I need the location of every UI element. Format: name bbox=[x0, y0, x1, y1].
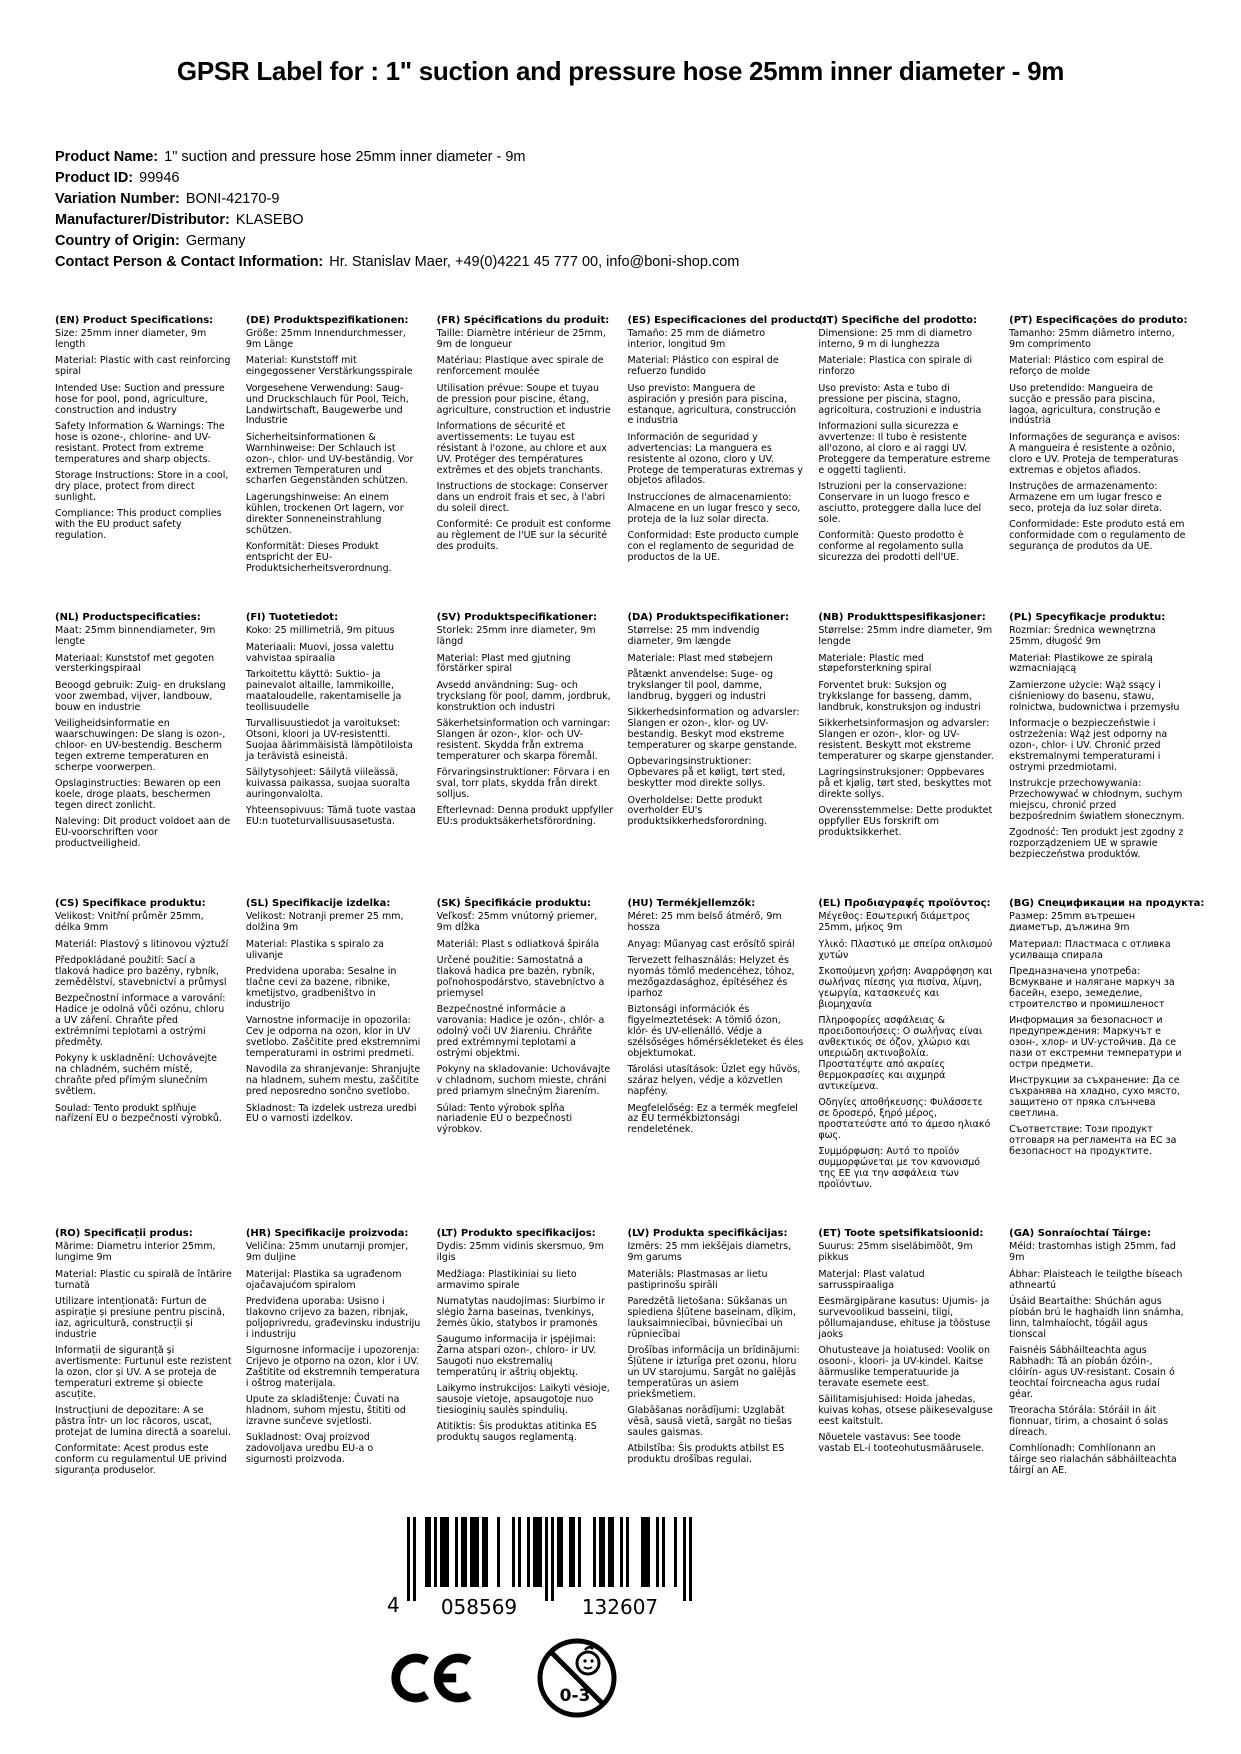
spec-block-fi bbox=[246, 612, 423, 866]
manufacturer-label: Manufacturer/Distributor: bbox=[55, 212, 230, 229]
age-warning-0-3-icon bbox=[535, 1633, 619, 1723]
spec-paragraph: Påtænkt anvendelse: Suge- og trykslanger til pool, damme, landbrug, byggeri og industri bbox=[627, 668, 774, 702]
manufacturer-value: KLASEBO bbox=[235, 212, 304, 229]
spec-paragraph: Opbevaringsinstruktioner: Opbevares på et køligt, tørt sted, beskytter mod direkte sollys. bbox=[627, 756, 786, 790]
spec-paragraph: Tárolási utasítások: Üzlet egy hűvös, száraz helyen, védje a közvetlen napfény. bbox=[627, 1064, 801, 1098]
spec-paragraph: Informações de segurança e avisos: A mangueira é resistente a ozônio, cloro e UV. Proteja de temperaturas extremas e objetos afiados. bbox=[1009, 431, 1181, 476]
spec-paragraph: Uso previsto: Manguera de aspiración y presión para piscina, estanque, agricultura, construcción e industria bbox=[627, 382, 797, 427]
spec-block-heading: (CS) Specifikace produktu: bbox=[55, 898, 206, 910]
spec-paragraph: Instrukcje przechowywania: Przechowywać w chłodnym, suchym miejscu, chronić przed bezpośrednim światłem słonecznym. bbox=[1009, 778, 1185, 822]
barcode-group1: 058569 bbox=[440, 1594, 517, 1617]
variation-number-row bbox=[55, 189, 1186, 210]
spec-paragraph: Medžiaga: Plastikiniai su lieto armavimo spirale bbox=[436, 1268, 577, 1291]
barcode-block bbox=[387, 1517, 787, 1617]
spec-block-ro bbox=[55, 1228, 232, 1482]
spec-block-nl bbox=[55, 612, 232, 866]
spec-paragraph: Dimensione: 25 mm di diametro interno, 9 m di lunghezza bbox=[818, 328, 973, 350]
spec-block-bg bbox=[1009, 898, 1205, 1196]
spec-paragraph: Atbilstība: Šis produkts atbilst ES produktu drošības regulai. bbox=[627, 1443, 785, 1466]
spec-paragraph: Forventet bruk: Suksjon og trykkslange for basseng, damm, landbruk, konstruksjon og industri bbox=[818, 679, 981, 713]
barcode-group2: 132607 bbox=[581, 1594, 658, 1617]
spec-paragraph: Overholdelse: Dette produkt overholder EU's produktsikkerhedsforordning. bbox=[627, 794, 768, 828]
spec-block-heading: (RO) Specificații produs: bbox=[55, 1228, 193, 1240]
spec-paragraph: Veľkosť: 25mm vnútorný priemer, 9m dĺžka bbox=[436, 911, 598, 934]
spec-block-fr bbox=[437, 315, 614, 580]
spec-paragraph: Storlek: 25mm inre diameter, 9m längd bbox=[436, 625, 596, 648]
spec-paragraph: Predvidena uporaba: Sesalne in tlačne cevi za bazene, ribnike, kmetijstvo, gradbeništvo in industrijo bbox=[245, 966, 397, 1010]
spec-paragraph: Tarkoitettu käyttö: Suktio- ja painevalot altaille, lammikoille, maataloudelle, rakentamiselle ja teollisuudelle bbox=[245, 668, 402, 713]
spec-paragraph: Tamanho: 25mm diâmetro interno, 9m comprimento bbox=[1009, 328, 1175, 350]
spec-paragraph: Size: 25mm inner diameter, 9m length bbox=[55, 328, 207, 350]
spec-block-heading: (NB) Produkttspesifikasjoner: bbox=[818, 612, 986, 624]
spec-paragraph: Turvallisuustiedot ja varoitukset: Otsoni, kloori ja UV-resistentti. Suojaa äärimmäisistä lämpötiloista ja terävistä esineistä. bbox=[245, 718, 413, 762]
spec-paragraph: Инструкции за съхранение: Да се съхранява на хладно, сухо място, защитено от пряка слънчева светлина. bbox=[1009, 1075, 1180, 1119]
spec-paragraph: Paredzētā lietošana: Sūkšanas un spiediena šļūtene baseinam, dīķim, lauksaimniecībai, būvniecībai un rūpniecībai bbox=[627, 1295, 796, 1340]
spec-paragraph: Størrelse: 25mm indre diameter, 9m lengde bbox=[818, 625, 993, 648]
spec-paragraph: Compliance: This product complies with the EU product safety regulation. bbox=[55, 508, 222, 542]
spec-paragraph: Súlad: Tento výrobok spĺňa nariadenie EÚ o bezpečnosti výrobkov. bbox=[436, 1102, 573, 1136]
contact-label: Contact Person & Contact Information: bbox=[55, 254, 324, 271]
spec-block-pt bbox=[1009, 315, 1186, 580]
spec-block-body bbox=[1009, 329, 1186, 553]
spec-block-heading: (SL) Specifikacije izdelka: bbox=[245, 898, 391, 910]
spec-paragraph: Materjal: Plast valatud sarrusspiraaliga bbox=[818, 1268, 925, 1291]
spec-block-it bbox=[818, 315, 995, 580]
spec-paragraph: Информация за безопасност и предупреждения: Маркучът е озон-, хлор- и UV-устойчив. Да се пази от екстремни температури и остри предмети. bbox=[1009, 1015, 1182, 1070]
product-name-value: 1" suction and pressure hose 25mm inner diameter - 9m bbox=[164, 149, 526, 166]
age-warning-text: 0-3 bbox=[559, 1685, 591, 1706]
spec-block-lv bbox=[627, 1228, 804, 1482]
label-footer bbox=[387, 1517, 787, 1723]
barcode-bars bbox=[407, 1517, 692, 1601]
spec-block-heading: (DA) Produktspecifikationer: bbox=[627, 612, 789, 624]
variation-number-value: BONI-42170-9 bbox=[185, 191, 280, 208]
spec-paragraph: Materiál: Plast s odliatková špirála bbox=[436, 938, 600, 950]
spec-paragraph: Saugumo informacija ir įspėjimai: Žarna atspari ozon-, chloro- ir UV. Saugoti nuo ekstremalių temperatūrų ir aštrių objektų. bbox=[436, 1334, 597, 1378]
spec-paragraph: Laikymo instrukcijos: Laikyti vėsioje, sausoje vietoje, apsaugotoje nuo tiesioginių saulės spindulių. bbox=[436, 1383, 610, 1417]
spec-paragraph: Material: Plastic with cast reinforcing spiral bbox=[55, 355, 231, 378]
spec-paragraph: Material: Plástico con espiral de refuerzo fundido bbox=[627, 355, 779, 378]
spec-block-heading: (FR) Spécifications du produit: bbox=[436, 315, 610, 327]
spec-paragraph: Atitiktis: Šis produktas atitinka ES produktų saugos reglamentą. bbox=[436, 1421, 597, 1444]
spec-paragraph: Materiaali: Muovi, jossa valettu vahvistaa spiraalia bbox=[245, 641, 395, 664]
spec-paragraph: Zamierzone użycie: Wąż ssący i ciśnieniowy do basenu, stawu, rolnictwa, budownictwa i przemysłu bbox=[1009, 679, 1180, 713]
spec-paragraph: Μέγεθος: Εσωτερική διάμετρος 25mm, μήκος 9m bbox=[818, 911, 971, 934]
spec-paragraph: Yhteensopivuus: Tämä tuote vastaa EU:n tuoteturvallisuusasetusta. bbox=[245, 805, 416, 828]
variation-number-label: Variation Number: bbox=[55, 191, 180, 208]
spec-paragraph: Overensstemmelse: Dette produktet oppfyller EUs forskrift om produktsikkerhet. bbox=[818, 805, 993, 839]
spec-block-heading: (DE) Produktspezifikationen: bbox=[245, 315, 409, 327]
spec-paragraph: Größe: 25mm Innendurchmesser, 9m Länge bbox=[245, 328, 406, 350]
spec-paragraph: Material: Plast med gjutning förstärker spiral bbox=[436, 652, 571, 675]
spec-paragraph: Uso previsto: Asta e tubo di pressione per piscina, stagno, agricoltura, costruzioni e industria bbox=[818, 382, 982, 416]
spec-paragraph: Materijal: Plastika sa ugrađenom ojačavajućom spiralom bbox=[245, 1268, 402, 1291]
country-of-origin-row bbox=[55, 231, 1186, 252]
spec-block-heading: (IT) Specifiche del prodotto: bbox=[818, 315, 977, 327]
spec-paragraph: Předpokládané použití: Sací a tlaková hadice pro bazény, rybník, zemědělství, stavebnictví a průmysl bbox=[55, 955, 227, 988]
spec-paragraph: Conformità: Questo prodotto è conforme al regolamento sulla sicurezza dei prodotti dell'UE. bbox=[818, 530, 964, 563]
spec-paragraph: Ohutusteave ja hoiatused: Voolik on osooni-, kloori- ja UV-kindel. Kaitse äärmuslike temperatuuride ja teravate esemete eest. bbox=[818, 1345, 991, 1389]
spec-paragraph: Materiał: Plastikowe ze spiralą wzmacniającą bbox=[1009, 652, 1153, 675]
spec-block-heading: (ET) Toote spetsifikatsioonid: bbox=[818, 1228, 984, 1240]
spec-paragraph: Varnostne informacije in opozorila: Cev je odporna na ozon, klor in UV svetlobo. Zaščitite pred ekstremnimi temperaturami in ostrimi predmeti. bbox=[245, 1015, 421, 1059]
spec-block-body bbox=[246, 1242, 423, 1466]
spec-block-body bbox=[55, 1242, 232, 1477]
spec-block-pl bbox=[1009, 612, 1186, 866]
spec-block-body bbox=[818, 329, 995, 564]
spec-block-lt bbox=[437, 1228, 614, 1482]
spec-paragraph: Informacje o bezpieczeństwie i ostrzeżenia: Wąż jest odporny na ozon-, chlor- i UV. Chronić przed ekstremalnymi temperaturami i ostrymi przedmiotami. bbox=[1009, 718, 1168, 773]
spec-paragraph: Bezpečnostné informácie a varovania: Hadice je ozón-, chlór- a odolný voči UV žiareniu. Chráňte pred extrémnymi teplotami a ostrými objektmi. bbox=[436, 1004, 605, 1059]
spec-paragraph: Conformidad: Este producto cumple con el reglamento de seguridad de productos de la UE. bbox=[627, 530, 799, 563]
product-id-row bbox=[55, 168, 1186, 189]
spec-paragraph: Ábhar: Plaisteach le teilgthe bíseach athneartú bbox=[1009, 1268, 1183, 1291]
spec-paragraph: Storage Instructions: Store in a cool, dry place, protect from direct sunlight. bbox=[55, 470, 229, 503]
spec-paragraph: Informazioni sulla sicurezza e avvertenze: Il tubo è resistente all'ozono, al cloro e ai raggi UV. Proteggere da temperature estreme e oggetti taglienti. bbox=[818, 420, 991, 476]
spec-paragraph: Vorgesehene Verwendung: Saug- und Druckschlauch für Pool, Teich, Landwirtschaft, Baugewerbe und Industrie bbox=[245, 382, 409, 427]
spec-paragraph: Οδηγίες αποθήκευσης: Φυλάσσετε σε δροσερό, ξηρό μέρος, προστατεύστε από το άμεσο ηλιακό φως. bbox=[818, 1097, 991, 1141]
spec-paragraph: Veiligheidsinformatie en waarschuwingen: De slang is ozon-, chloor- en UV-bestendig. Bescherm tegen extreme temperaturen en scherpe voorwerpen. bbox=[55, 718, 226, 773]
spec-paragraph: Sikkerhetsinformasjon og advarsler: Slangen er ozon-, klor- og UV-resistent. Beskytt mot ekstreme temperaturer og skarpe gjenstander. bbox=[818, 718, 994, 762]
spec-paragraph: Nõuetele vastavus: See toode vastab EL-i tooteohutusmäärusele. bbox=[818, 1432, 985, 1455]
country-of-origin-label: Country of Origin: bbox=[55, 233, 180, 250]
spec-paragraph: Méid: trastomhas istigh 25mm, fad 9m bbox=[1009, 1241, 1176, 1264]
spec-paragraph: Izmērs: 25 mm iekšējais diametrs, 9m garums bbox=[627, 1241, 792, 1264]
spec-paragraph: Instrucțiuni de depozitare: A se păstra într- un loc răcoros, uscat, protejat de lumina directă a soarelui. bbox=[55, 1405, 231, 1438]
spec-paragraph: Съответствие: Този продукт отговаря на регламента на ЕС за безопасност на продуктите. bbox=[1009, 1124, 1177, 1158]
spec-block-es bbox=[627, 315, 826, 580]
spec-paragraph: Størrelse: 25 mm indvendig diameter, 9m længde bbox=[627, 625, 760, 648]
spec-paragraph: Material: Plastika s spiralo za ulivanje bbox=[245, 938, 384, 961]
spec-paragraph: Suurus: 25mm siseläbimõõt, 9m pikkus bbox=[818, 1241, 973, 1264]
spec-block-da bbox=[627, 612, 804, 866]
spec-paragraph: Lagerungshinweise: An einem kühlen, trockenen Ort lagern, vor direkter Sonneneinstrahlung schützen. bbox=[245, 491, 404, 536]
spec-paragraph: Tervezett felhasználás: Helyzet és nyomás tömlő medencéhez, tóhoz, mezőgazdasághoz, építéséhez és iparhoz bbox=[627, 955, 795, 999]
spec-paragraph: Velikost: Vnitřní průměr 25mm, délka 9mm bbox=[55, 911, 204, 934]
spec-block-hu bbox=[627, 898, 804, 1196]
spec-paragraph: Πληροφορίες ασφάλειας & προειδοποιήσεις: Ο σωλήνας είναι ανθεκτικός σε όζον, χλώριο και υπεριώδη ακτινοβολία. Προστατέψτε από ακραίες θερμοκρασίες και αιχμηρά αντικείμενα. bbox=[818, 1015, 983, 1092]
spec-block-body bbox=[627, 329, 804, 564]
spec-paragraph: Materiaal: Kunststof met gegoten versterkingspiraal bbox=[55, 652, 215, 675]
spec-paragraph: Información de seguridad y advertencias: La manguera es resistente al ozono, cloro y UV. Protege de temperaturas extremas y objetos afilados. bbox=[627, 431, 804, 487]
spec-paragraph: Materiale: Plast med støbejern bbox=[627, 652, 773, 664]
spec-paragraph: Materiale: Plastic med støpeforsterkning spiral bbox=[818, 652, 932, 675]
spec-block-body bbox=[818, 912, 995, 1190]
spec-paragraph: Naleving: Dit product voldoet aan de EU-voorschriften voor productveiligheid. bbox=[55, 816, 231, 850]
product-name-label: Product Name: bbox=[55, 149, 159, 166]
spec-block-ga bbox=[1009, 1228, 1186, 1482]
spec-paragraph: Safety Information & Warnings: The hose is ozone-, chlorine- and UV-resistant. Protect from extreme temperatures and sharp objects. bbox=[55, 420, 225, 465]
spec-paragraph: Размер: 25mm вътрешен диаметър, дължина 9m bbox=[1009, 911, 1136, 934]
spec-block-body bbox=[1009, 1242, 1186, 1477]
spec-block-heading: (NL) Productspecificaties: bbox=[55, 612, 201, 624]
spec-grid bbox=[55, 315, 1205, 1482]
spec-block-et bbox=[818, 1228, 995, 1482]
spec-paragraph: Faisnéis Sábháilteachta agus Rabhadh: Tá an píobán ózóin-, clóirín- agus UV-resistant. Cosain ó teochtaí foircneacha agus rudaí géar. bbox=[1009, 1345, 1175, 1400]
spec-paragraph: Säilytysohjeet: Säilytä viileässä, kuivassa paikassa, suojaa suoralta auringonvalolta. bbox=[245, 767, 411, 800]
ean13-barcode-icon bbox=[407, 1517, 692, 1617]
spec-block-body bbox=[246, 626, 423, 828]
spec-paragraph: Sicherheitsinformationen & Warnhinweise: Der Schlauch ist ozon-, chlor- und UV-beständig. Vor extremen Temperaturen und scharfen Gegenständen schützen. bbox=[245, 431, 414, 487]
spec-paragraph: Eesmärgipärane kasutus: Ujumis- ja survevoolikud basseini, tiigi, põllumajanduse, ehituse ja tööstuse jaoks bbox=[818, 1295, 991, 1340]
spec-paragraph: Tamaño: 25 mm de diámetro interior, longitud 9m bbox=[627, 328, 766, 350]
spec-paragraph: Numatytas naudojimas: Siurbimo ir slėgio žarna baseinas, tvenkinys, žemės ūkio, statybos ir pramonės bbox=[436, 1295, 605, 1329]
spec-paragraph: Instructions de stockage: Conserver dans un endroit frais et sec, à l'abri du soleil direct. bbox=[436, 480, 608, 514]
page-title: GPSR Label for : 1" suction and pressure hose 25mm inner diameter - 9m bbox=[176, 56, 1065, 86]
spec-paragraph: Dydis: 25mm vidinis skersmuo, 9m ilgis bbox=[436, 1241, 604, 1264]
product-id-value: 99946 bbox=[139, 170, 180, 187]
spec-paragraph: Instrucciones de almacenamiento: Almacene en un lugar fresco y seco, proteja de la luz solar directa. bbox=[627, 491, 801, 525]
spec-paragraph: Sikkerhedsinformation og advarsler: Slangen er ozon-, klor- og UV-bestandig. Beskyt mod ekstreme temperaturer og skarpe genstande. bbox=[627, 707, 800, 751]
spec-block-body bbox=[437, 912, 614, 1136]
spec-paragraph: Utilisation prévue: Soupe et tuyau de pression pour piscine, étang, agriculture, construction et industrie bbox=[436, 382, 611, 416]
spec-block-heading: (LV) Produkta specifikācijas: bbox=[627, 1228, 788, 1240]
spec-paragraph: Taille: Diamètre intérieur de 25mm, 9m de longueur bbox=[436, 328, 606, 350]
spec-block-body bbox=[627, 626, 804, 828]
spec-paragraph: Säkerhetsinformation och varningar: Slangen är ozon-, klor- och UV-resistent. Skydda från extrema temperaturer och skarpa föremål. bbox=[436, 718, 611, 762]
spec-block-body bbox=[627, 1242, 804, 1466]
spec-paragraph: Conformitate: Acest produs este conform cu regulamentul UE privind siguranța produselor. bbox=[55, 1443, 227, 1477]
spec-paragraph: Sigurnosne informacije i upozorenja: Crijevo je otporno na ozon, klor i UV. Zaštitite od ekstremnih temperatura i oštrog materijala. bbox=[245, 1345, 420, 1389]
manufacturer-row bbox=[55, 210, 1186, 231]
spec-block-heading: (ES) Especificaciones del producto: bbox=[627, 315, 826, 327]
spec-block-heading: (LT) Produkto specifikacijos: bbox=[436, 1228, 596, 1240]
spec-paragraph: Lagringsinstruksjoner: Oppbevares på et kjølig, tørt sted, beskyttes mot direkte sollys. bbox=[818, 767, 992, 800]
spec-paragraph: Anyag: Műanyag cast erősítő spirál bbox=[627, 938, 795, 950]
spec-block-body bbox=[437, 329, 614, 553]
spec-paragraph: Navodila za shranjevanje: Shranjujte na hladnem, suhem mestu, zaščitite pred neposredno sončno svetlobo. bbox=[245, 1064, 421, 1098]
spec-block-nb bbox=[818, 612, 995, 866]
spec-block-body bbox=[55, 329, 232, 542]
spec-block-body bbox=[246, 329, 423, 575]
spec-paragraph: Matériau: Plastique avec spirale de renforcement moulée bbox=[436, 355, 604, 378]
spec-paragraph: Veličina: 25mm unutarnji promjer, 9m duljine bbox=[245, 1241, 409, 1264]
spec-paragraph: Material: Plástico com espiral de reforço de molde bbox=[1009, 355, 1164, 378]
spec-block-sl bbox=[246, 898, 423, 1196]
spec-paragraph: Informations de sécurité et avertissements: Le tuyau est résistant à l'ozone, au chlore et aux UV. Protéger des températures extrêmes et des objets tranchants. bbox=[436, 420, 607, 476]
spec-block-heading: (PL) Specyfikacje produktu: bbox=[1009, 612, 1166, 624]
spec-block-heading: (SK) Špecifikácie produktu: bbox=[436, 898, 591, 910]
spec-block-sk bbox=[437, 898, 614, 1196]
spec-block-en bbox=[55, 315, 232, 580]
spec-block-heading: (EN) Product Specifications: bbox=[55, 315, 214, 327]
spec-paragraph: Materiale: Plastica con spirale di rinforzo bbox=[818, 355, 973, 378]
spec-paragraph: Velikost: Notranji premer 25 mm, dolžina 9m bbox=[245, 911, 404, 934]
spec-paragraph: Efterlevnad: Denna produkt uppfyller EU:s produktsäkerhetsförordning. bbox=[436, 805, 614, 828]
spec-paragraph: Предназначена употреба: Всмукване и налягане маркуч за басейн, езеро, земеделие, строителство и промишленост bbox=[1009, 966, 1175, 1010]
spec-paragraph: Conformidade: Este produto está em conformidade com o regulamento de segurança de produtos da UE. bbox=[1009, 519, 1186, 552]
spec-paragraph: Σκοπούμενη χρήση: Αναρρόφηση και σωλήνας πίεσης για πισίνα, λίμνη, γεωργία, κατασκευές και βιομηχανία bbox=[818, 966, 993, 1010]
spec-block-body bbox=[437, 626, 614, 828]
spec-paragraph: Biztonsági információk és figyelmeztetések: A tömlő ózon, klór- és UV-ellenálló. Védje a szélsőséges hőmérsékleteket és éles objektumokat. bbox=[627, 1004, 804, 1059]
spec-paragraph: Koko: 25 millimetriä, 9m pituus bbox=[245, 625, 395, 637]
spec-paragraph: Rozmiar: Średnica wewnętrzna 25mm, długość 9m bbox=[1009, 625, 1156, 648]
spec-paragraph: Treoracha Stórála: Stóráil in áit fionnuar, tirim, a chosaint ó solas díreach. bbox=[1009, 1405, 1169, 1438]
spec-block-heading: (HU) Termékjellemzők: bbox=[627, 898, 756, 910]
spec-block-de bbox=[246, 315, 423, 580]
spec-paragraph: Úsáid Beartaithe: Shúchán agus píobán brú le haghaidh linn snámha, linn, talmhaíocht, tógáil agus tionscal bbox=[1009, 1295, 1184, 1340]
spec-paragraph: Materiál: Plastový s litinovou výztuží bbox=[55, 938, 229, 950]
spec-paragraph: Material: Plastic cu spirală de întărire turnată bbox=[55, 1268, 232, 1291]
spec-paragraph: Drošības informācija un brīdinājumi: Šļūtene ir izturīga pret ozonu, hloru un UV starojumu. Sargāt no galējās temperatūras un asiem priekšmetiem. bbox=[627, 1345, 800, 1400]
spec-paragraph: Utilizare intenționată: Furtun de aspirație și presiune pentru piscină, iaz, agricultură, construcții și industrie bbox=[55, 1295, 225, 1340]
spec-paragraph: Méret: 25 mm belső átmérő, 9m hossza bbox=[627, 911, 782, 934]
spec-block-body bbox=[55, 912, 232, 1125]
spec-block-cs bbox=[55, 898, 232, 1196]
spec-block-body bbox=[818, 626, 995, 839]
product-name-row bbox=[55, 147, 1186, 168]
spec-block-heading: (BG) Спецификации на продукта: bbox=[1009, 898, 1205, 910]
spec-paragraph: Bezpečnostní informace a varování: Hadice je odolná vůči ozónu, chloru a UV záření. Chraňte před extrémními teplotami a ostrými předměty. bbox=[55, 993, 226, 1048]
country-of-origin-value: Germany bbox=[185, 233, 246, 250]
spec-block-heading: (HR) Specifikacije proizvoda: bbox=[245, 1228, 409, 1240]
spec-paragraph: Sukladnost: Ovaj proizvod zadovoljava uredbu EU-a o sigurnosti proizvoda. bbox=[245, 1432, 374, 1466]
spec-paragraph: Upute za skladištenje: Čuvati na hladnom, suhom mjestu, štititi od izravne sunčeve svjetlosti. bbox=[245, 1394, 406, 1427]
spec-block-body bbox=[1009, 912, 1186, 1158]
spec-paragraph: Glabāšanas norādījumi: Uzglabāt vēsā, sausā vietā, sargāt no tiešas saules gaismas. bbox=[627, 1405, 792, 1438]
spec-paragraph: Beoogd gebruik: Zuig- en drukslang voor zwembad, vijver, landbouw, bouw en industrie bbox=[55, 679, 226, 713]
spec-paragraph: Istruzioni per la conservazione: Conservare in un luogo fresco e asciutto, proteggere dalla luce del sole. bbox=[818, 480, 982, 525]
spec-paragraph: Pokyny na skladovanie: Uchovávajte v chladnom, suchom mieste, chráni pred priamym slnečným žiarením. bbox=[436, 1064, 611, 1098]
spec-block-body bbox=[55, 626, 232, 850]
spec-paragraph: Soulad: Tento produkt splňuje nařízení EU o bezpečnosti výrobků. bbox=[55, 1102, 222, 1125]
spec-paragraph: Určené použitie: Samostatná a tlaková hadica pre bazén, rybník, poľnohospodárstvo, stavebníctvo a priemysel bbox=[436, 955, 605, 999]
spec-block-body bbox=[246, 912, 423, 1125]
spec-block-heading: (FI) Tuotetiedot: bbox=[245, 612, 339, 624]
spec-paragraph: Conformité: Ce produit est conforme au règlement de l'UE sur la sécurité des produits. bbox=[436, 519, 611, 552]
spec-block-body bbox=[437, 1242, 614, 1444]
spec-paragraph: Skladnost: Ta izdelek ustreza uredbi EU o varnosti izdelkov. bbox=[245, 1102, 417, 1125]
spec-paragraph: Comhlíonadh: Comhlíonann an táirge seo rialachán sábháilteachta táirgí an AE. bbox=[1009, 1443, 1177, 1477]
spec-paragraph: Säilitamisjuhised: Hoida jahedas, kuivas kohas, otsese päikesevalguse eest kaitstult. bbox=[818, 1394, 993, 1427]
spec-block-heading: (SV) Produktspecifikationer: bbox=[436, 612, 598, 624]
spec-paragraph: Konformität: Dieses Produkt entspricht der EU-Produktsicherheitsverordnung. bbox=[245, 541, 392, 574]
spec-block-heading: (EL) Προδιαγραφές προϊόντος: bbox=[818, 898, 991, 910]
spec-block-body bbox=[818, 1242, 995, 1455]
spec-block-heading: (GA) Sonraíochtaí Táirge: bbox=[1009, 1228, 1151, 1240]
spec-paragraph: Megfelelőség: Ez a termék megfelel az EU termékbiztonsági rendeletének. bbox=[627, 1102, 798, 1136]
spec-block-body bbox=[1009, 626, 1186, 861]
spec-paragraph: Zgodność: Ten produkt jest zgodny z rozporządzeniem UE w sprawie bezpieczeństwa produktów. bbox=[1009, 827, 1184, 861]
product-id-label: Product ID: bbox=[55, 170, 134, 187]
spec-paragraph: Opslaginstructies: Bewaren op een koele, droge plaats, beschermen tegen direct zonlicht. bbox=[55, 778, 221, 811]
spec-paragraph: Predviđena uporaba: Usisno i tlakovno crijevo za bazen, ribnjak, poljoprivredu, građevinsku industriju i industriju bbox=[245, 1295, 421, 1340]
spec-block-hr bbox=[246, 1228, 423, 1482]
compliance-marks bbox=[389, 1633, 787, 1723]
barcode-first-digit: 4 bbox=[387, 1592, 400, 1617]
spec-block-heading: (PT) Especificações do produto: bbox=[1009, 315, 1188, 327]
spec-block-sv bbox=[437, 612, 614, 866]
spec-paragraph: Avsedd användning: Sug- och tryckslang för pool, damm, jordbruk, konstruktion och industri bbox=[436, 679, 611, 713]
spec-paragraph: Instruções de armazenamento: Armazene em um lugar fresco e seco, proteja da luz solar direta. bbox=[1009, 480, 1163, 514]
contact-row bbox=[55, 252, 1186, 273]
spec-paragraph: Materiāls: Plastmasas ar lietu pastiprinošu spirāli bbox=[627, 1268, 768, 1291]
spec-paragraph: Υλικό: Πλαστικό με σπείρα οπλισμού χυτών bbox=[818, 938, 993, 961]
contact-value: Hr. Stanislav Maer, +49(0)4221 45 777 00, info@boni-shop.com bbox=[329, 254, 740, 271]
spec-paragraph: Συμμόρφωση: Αυτό το προϊόν συμμορφώνεται με τον κανονισμό της ΕΕ για την ασφάλεια των προϊόντων. bbox=[818, 1146, 981, 1190]
spec-paragraph: Mărime: Diametru interior 25mm, lungime 9m bbox=[55, 1241, 216, 1264]
spec-paragraph: Intended Use: Suction and pressure hose for pool, pond, agriculture, construction and industry bbox=[55, 382, 225, 416]
product-info bbox=[55, 147, 1186, 273]
spec-block-body bbox=[627, 912, 804, 1136]
spec-paragraph: Informații de siguranță și avertismente: Furtunul este rezistent la ozon, clor și UV. A se proteja de temperaturi extreme și obiecte ascuțite. bbox=[55, 1345, 232, 1400]
spec-paragraph: Материал: Пластмаса с отливка усилваща спирала bbox=[1009, 938, 1171, 961]
spec-paragraph: Uso pretendido: Mangueira de sucção e pressão para piscina, lagoa, agricultura, construção e indústria bbox=[1009, 382, 1161, 427]
ce-mark-icon bbox=[389, 1650, 473, 1706]
spec-paragraph: Maat: 25mm binnendiameter, 9m lengte bbox=[55, 625, 216, 648]
spec-paragraph: Material: Kunststoff mit eingegossener Verstärkungsspirale bbox=[245, 355, 413, 378]
spec-paragraph: Förvaringsinstruktioner: Förvara i en sval, torr plats, skydda från direkt solljus. bbox=[436, 767, 610, 800]
spec-block-el bbox=[818, 898, 995, 1196]
spec-paragraph: Pokyny k uskladnění: Uchovávejte na chladném, suchém místě, chraňte před přímým slunečním světlem. bbox=[55, 1053, 218, 1098]
